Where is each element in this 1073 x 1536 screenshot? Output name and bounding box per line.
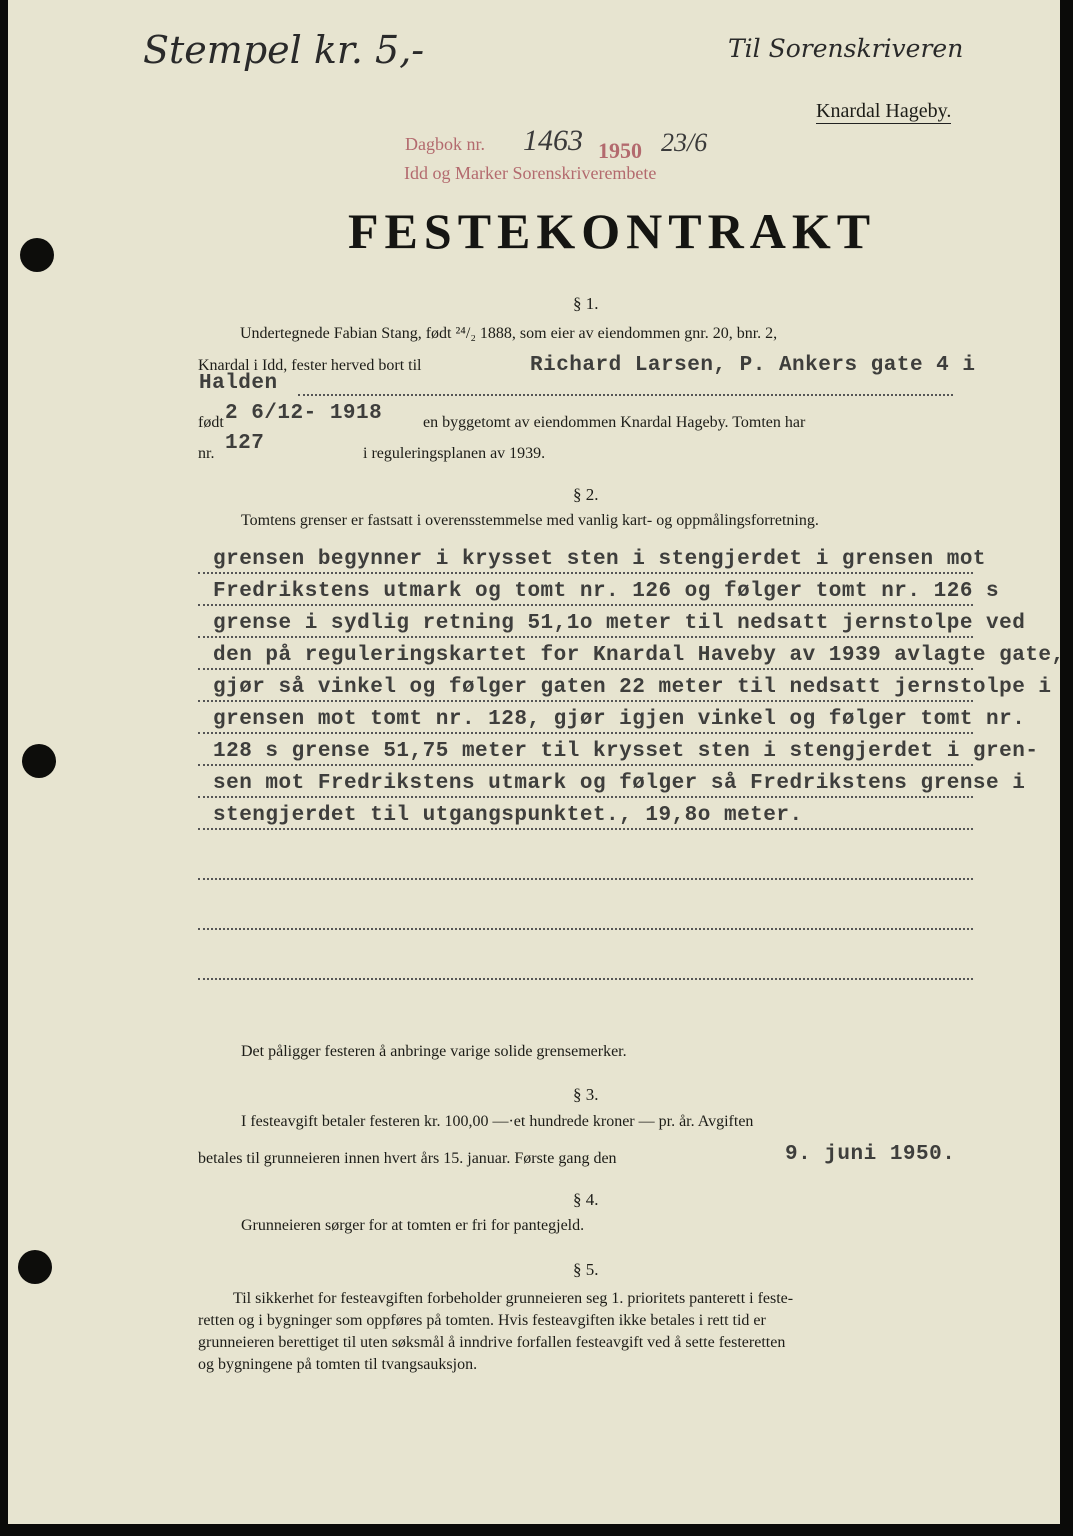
- section-3-line-1: I festeavgift betaler festeren kr. 100,00 —·et hundrede kroner — pr. år. Avgiften: [241, 1113, 754, 1130]
- boundary-text-line: grense i sydlig retning 51,1o meter til nedsatt jernstolpe ved: [213, 612, 1026, 635]
- fill-line: [198, 978, 973, 980]
- boundary-text-line: 128 s grense 51,75 meter til krysset sten i stengjerdet i gren-: [213, 740, 1039, 763]
- fill-line: [198, 796, 973, 798]
- section-4-heading: § 4.: [573, 1190, 599, 1209]
- section-3-line-2-prefix: betales til grunneieren innen hvert års 15. januar. Første gang den: [198, 1150, 617, 1167]
- section-1-line-4-suffix: i reguleringsplanen av 1939.: [363, 445, 546, 462]
- fill-line: [198, 700, 973, 702]
- fill-line: [298, 394, 953, 396]
- punch-hole: [22, 744, 56, 778]
- registry-stamp-diary-label: Dagbok nr.: [405, 134, 485, 154]
- section-1-line-3-suffix: en byggetomt av eiendommen Knardal Hageby. Tomten har: [423, 414, 806, 431]
- boundary-text-line: stengjerdet til utgangspunktet., 19,8o meter.: [213, 804, 803, 827]
- boundary-markers-note: Det påligger festeren å anbringe varige solide grensemerker.: [241, 1043, 627, 1060]
- registry-stamp-office: Idd og Marker Sorenskriverembete: [404, 163, 657, 183]
- nr-label: nr.: [198, 445, 215, 462]
- header-place: Knardal Hageby.: [816, 100, 952, 122]
- section-2-intro: Tomtens grenser er fastsatt i overensstemmelse med vanlig kart- og oppmålingsforretning.: [241, 512, 819, 529]
- tenant-city: Halden: [199, 372, 278, 395]
- section-5-line: Til sikkerhet for festeavgiften forbeholder grunneieren seg 1. prioritets panterett i feste-: [233, 1290, 794, 1307]
- fill-line: [198, 828, 973, 830]
- first-payment-date: 9. juni 1950.: [785, 1143, 956, 1166]
- boundary-text-line: Fredrikstens utmark og tomt nr. 126 og følger tomt nr. 126 s: [213, 580, 1000, 603]
- boundary-text-line: sen mot Fredrikstens utmark og følger så Fredrikstens grense i: [213, 772, 1026, 795]
- section-5-line: og bygningene på tomten til tvangsauksjon.: [198, 1356, 478, 1373]
- handwritten-addressee: Til Sorenskriveren: [728, 34, 964, 63]
- section-2-heading: § 2.: [573, 485, 599, 504]
- punch-hole: [18, 1250, 52, 1284]
- fill-line: [198, 668, 973, 670]
- section-5-heading: § 5.: [573, 1260, 599, 1279]
- lot-number: 127: [225, 432, 265, 455]
- fill-line: [198, 604, 973, 606]
- section-5-line: retten og i bygninger som oppføres på tomten. Hvis festeavgiften ikke betales i rett tid er: [198, 1312, 766, 1329]
- section-3-heading: § 3.: [573, 1085, 599, 1104]
- born-label: født: [198, 414, 224, 431]
- registry-stamp-year: 1950: [598, 138, 642, 163]
- boundary-text-line: gjør så vinkel og følger gaten 22 meter til nedsatt jernstolpe i: [213, 676, 1052, 699]
- fill-line: [198, 764, 973, 766]
- tenant-name: Richard Larsen, P. Ankers gate 4 i: [530, 354, 976, 377]
- boundary-text-line: grensen mot tomt nr. 128, gjør igjen vinkel og følger tomt nr.: [213, 708, 1026, 731]
- document-title: FESTEKONTRAKT: [348, 203, 877, 259]
- fill-line: [198, 732, 973, 734]
- document-page: [8, 0, 1065, 1524]
- punch-hole: [20, 238, 54, 272]
- handwritten-stamp-fee: Stempel kr. 5,-: [143, 28, 425, 72]
- section-4-text: Grunneieren sørger for at tomten er fri for pantegjeld.: [241, 1217, 585, 1234]
- boundary-text-line: grensen begynner i krysset sten i stengjerdet i grensen mot: [213, 548, 987, 571]
- section-5-line: grunneieren berettiget til uten søksmål å inndrive forfallen festeavgift ved å sette festeretten: [198, 1334, 786, 1351]
- fill-line: [198, 878, 973, 880]
- fill-line: [198, 636, 973, 638]
- boundary-text-line: den på reguleringskartet for Knardal Haveby av 1939 avlagte gate,: [213, 644, 1065, 667]
- section-1-heading: § 1.: [573, 294, 599, 313]
- tenant-birth-date: 2 6/12- 1918: [225, 402, 383, 425]
- registry-stamp-diary-number: 1463: [523, 124, 583, 157]
- section-1-line-2-prefix: Knardal i Idd, fester herved bort til: [198, 357, 422, 374]
- fill-line: [198, 928, 973, 930]
- fill-line: [198, 572, 973, 574]
- registry-stamp-date: 23/6: [661, 128, 708, 157]
- section-1-line-1: Undertegnede Fabian Stang, født ²⁴/₂ 1888, som eier av eiendommen gnr. 20, bnr. 2,: [240, 325, 778, 342]
